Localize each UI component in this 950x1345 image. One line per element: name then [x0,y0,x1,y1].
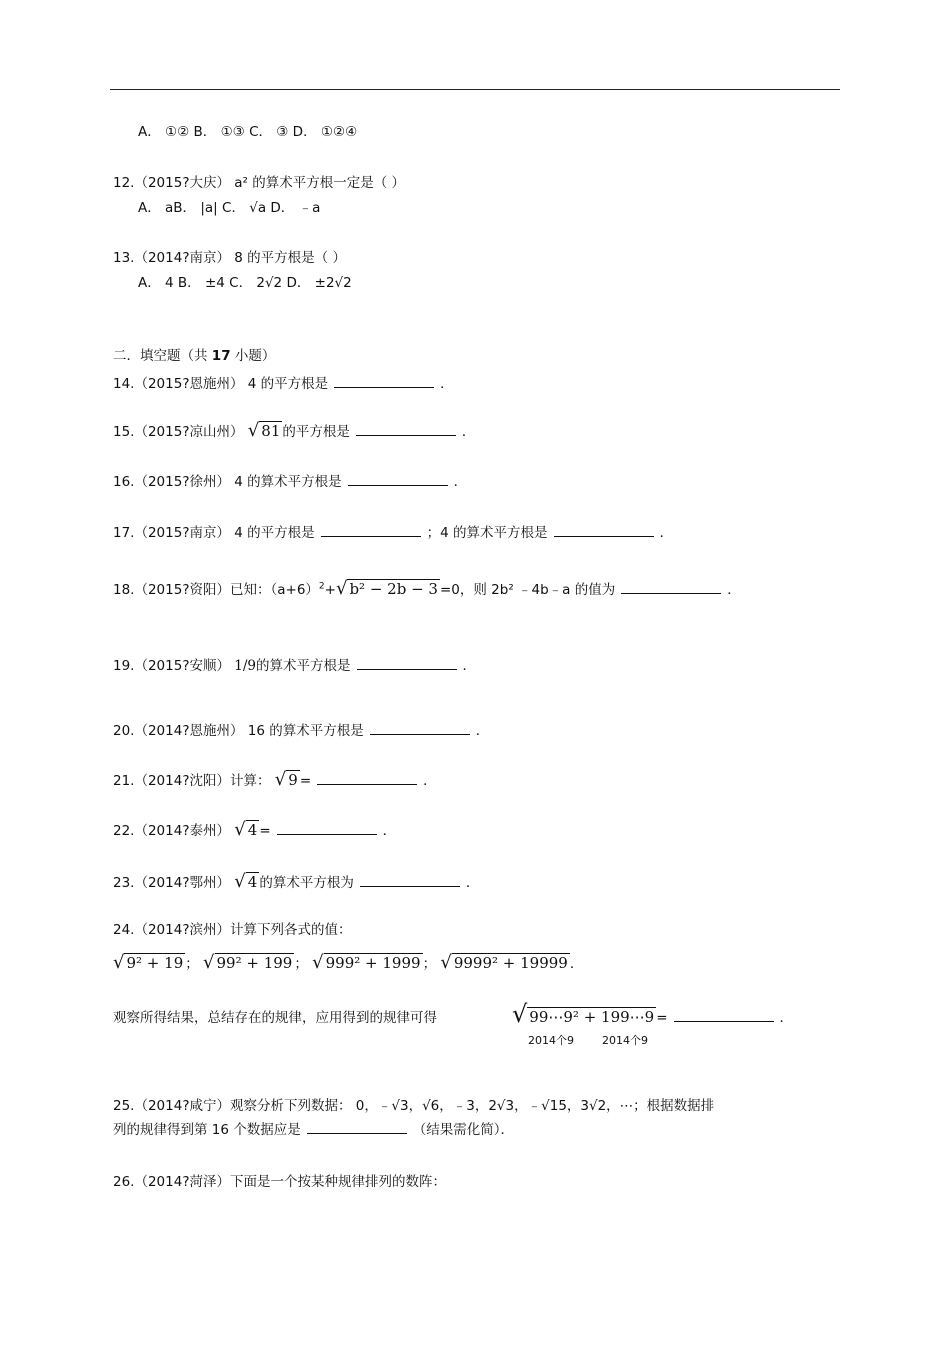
section-title: 二．填空题（共 17 小题） [113,348,276,364]
q20: 20.（2014?恩施州） 16 的算术平方根是 ． [113,723,490,739]
answer-blank [554,535,654,537]
q24-big-expression: √ 99⋯9² + 199⋯9 = ． [512,1000,794,1028]
q13-options: A． 4 B． ±4 C． 2√2 D． ±2√2 [138,275,352,291]
answer-blank [370,733,470,735]
q24-underbrace-label-1: 2014个9 [528,1034,574,1047]
q18: 18.（2015?资阳）已知：$(a+6)^2+√$ b² − 2b − 3 =0，则 2b² ﹣4b﹣a 的值为 ． [113,578,741,599]
q12-stem: 12.（2015?大庆） a² 的算术平方根一定是（ ） [113,175,406,191]
header-rule [110,89,840,90]
answer-blank [334,386,434,388]
answer-blank [321,535,421,537]
answer-blank [348,484,448,486]
q12-options: A． aB． |a| C． √a D． ﹣a [138,200,321,216]
q19: 19.（2015?安顺） 1/9的算术平方根是 ． [113,658,477,674]
q13-stem: 13.（2014?南京） 8 的平方根是（ ） [113,250,346,266]
q23: 23.（2014?鄂州） √ 4 的算术平方根为 ． [113,871,480,892]
q16: 16.（2015?徐州） 4 的算术平方根是 ． [113,474,468,490]
q25-line2: 列的规律得到第 16 个数据应是 （结果需化简）． [113,1122,515,1138]
answer-blank [356,434,456,436]
answer-blank [621,592,721,594]
q11-options: A． ①② B． ①③ C． ③ D． ①②④ [138,124,358,140]
answer-blank [317,783,417,785]
answer-blank [307,1132,407,1134]
q22: 22.（2014?泰州） √ 4 = ． [113,819,397,840]
answer-blank [674,1020,774,1022]
q25-line1: 25.（2014?咸宁）观察分析下列数据： 0，﹣√3，√6，﹣3，2√3，﹣√15，3√2，⋯；根据数据排 [113,1098,715,1114]
q24-underbrace-label-2: 2014个9 [602,1034,648,1047]
q17: 17.（2015?南京） 4 的平方根是 ；4 的算术平方根是 ． [113,525,674,541]
q14: 14.（2015?恩施州） 4 的平方根是 ． [113,376,454,392]
answer-blank [360,885,460,887]
q15: 15.（2015?凉山州） √ 81 的平方根是 ． [113,420,476,441]
q21: 21.（2014?沈阳）计算： √ 9 = ． [113,769,437,790]
q24-stem: 24.（2014?滨州）计算下列各式的值： [113,922,352,938]
q24-observe: 观察所得结果，总结存在的规律，应用得到的规律可得 [113,1010,437,1026]
q24-expressions: √ 9² + 19 ； √ 99² + 199 ； √ 999² + 1999 ； √ 9999² + 19999 ． [113,952,584,973]
answer-blank [277,833,377,835]
q26: 26.（2014?菏泽）下面是一个按某种规律排列的数阵： [113,1174,446,1190]
answer-blank [357,668,457,670]
